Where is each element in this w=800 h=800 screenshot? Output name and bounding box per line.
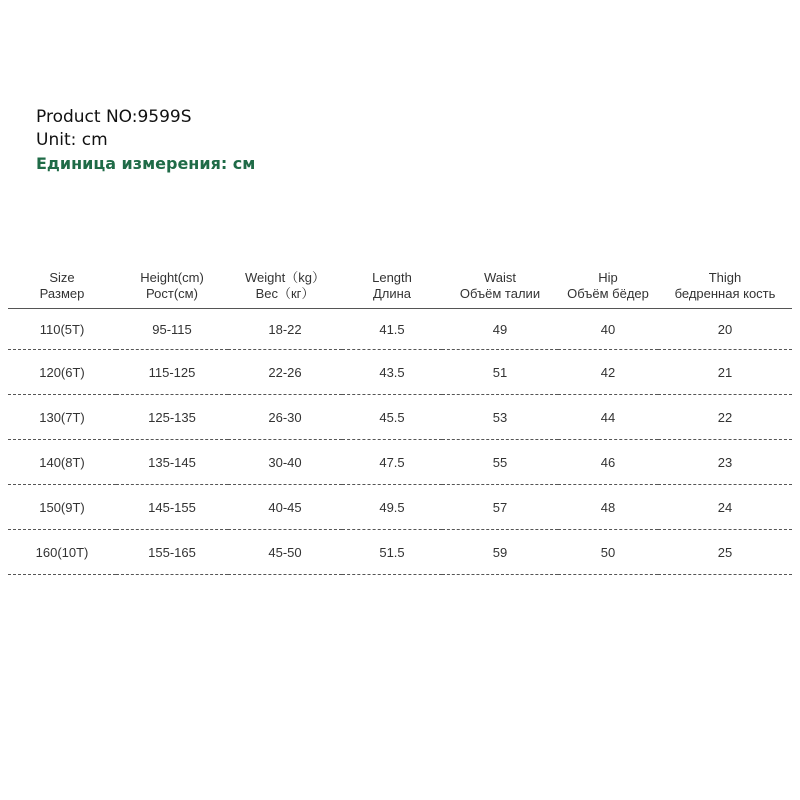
cell-hip: 40 [558,309,658,350]
column-header-height [116,266,228,309]
table-row [8,395,792,440]
column-header-label-ru: Объём талии [459,286,541,301]
cell-size: 150(9T) [8,485,116,530]
column-header-label: Height(cm) [140,270,204,285]
cell-thigh: 22 [658,395,792,440]
cell-waist: 57 [442,485,558,530]
column-header-label-ru: Рост(см) [146,286,198,301]
cell-size: 160(10T) [8,530,116,575]
cell-hip: 50 [558,530,658,575]
column-header-waist [442,266,558,309]
cell-thigh: 20 [658,309,792,350]
table-row [8,309,792,350]
column-header-label: Size [49,270,75,285]
size-chart-table [8,266,792,575]
cell-waist: 59 [442,530,558,575]
cell-size: 110(5T) [8,309,116,350]
product-header [36,106,255,175]
cell-length: 41.5 [342,309,442,350]
cell-size: 130(7T) [8,395,116,440]
cell-weight: 40-45 [228,485,342,530]
column-header-label-ru: Длина [372,286,412,301]
cell-hip: 48 [558,485,658,530]
cell-length: 49.5 [342,485,442,530]
column-header-weight [228,266,342,309]
table-row [8,440,792,485]
unit-label: Unit: cm [36,130,108,150]
cell-height: 115-125 [116,350,228,395]
column-header-label-ru: Размер [39,286,85,301]
cell-thigh: 25 [658,530,792,575]
cell-weight: 45-50 [228,530,342,575]
column-header-thigh [658,266,792,309]
product-number: Product NO:9599S [36,107,192,127]
column-header-label-ru: бедренная кость [674,286,776,301]
column-header-size [8,266,116,309]
cell-length: 45.5 [342,395,442,440]
cell-height: 125-135 [116,395,228,440]
cell-length: 43.5 [342,350,442,395]
column-header-label: Thigh [708,270,742,285]
cell-thigh: 21 [658,350,792,395]
cell-height: 155-165 [116,530,228,575]
cell-weight: 30-40 [228,440,342,485]
column-header-label-ru: Объём бёдер [567,286,649,301]
cell-weight: 22-26 [228,350,342,395]
cell-waist: 53 [442,395,558,440]
column-header-hip [558,266,658,309]
column-header-length [342,266,442,309]
cell-waist: 51 [442,350,558,395]
cell-hip: 44 [558,395,658,440]
cell-height: 145-155 [116,485,228,530]
cell-height: 95-115 [116,309,228,350]
unit-label-russian: Единица измерения: см [36,154,256,173]
cell-size: 120(6T) [8,350,116,395]
table-row [8,350,792,395]
column-header-label: Hip [598,270,618,285]
cell-height: 135-145 [116,440,228,485]
column-header-label: Waist [483,270,517,285]
cell-waist: 49 [442,309,558,350]
table-row [8,530,792,575]
column-header-label: Length [372,270,412,285]
table-header-row [8,266,792,309]
table-row [8,485,792,530]
cell-length: 51.5 [342,530,442,575]
cell-weight: 18-22 [228,309,342,350]
column-header-label: Weight（kg） [245,270,325,285]
cell-length: 47.5 [342,440,442,485]
cell-hip: 46 [558,440,658,485]
cell-weight: 26-30 [228,395,342,440]
cell-thigh: 24 [658,485,792,530]
cell-hip: 42 [558,350,658,395]
cell-thigh: 23 [658,440,792,485]
cell-waist: 55 [442,440,558,485]
column-header-label-ru: Вес（кг） [255,286,315,301]
cell-size: 140(8T) [8,440,116,485]
